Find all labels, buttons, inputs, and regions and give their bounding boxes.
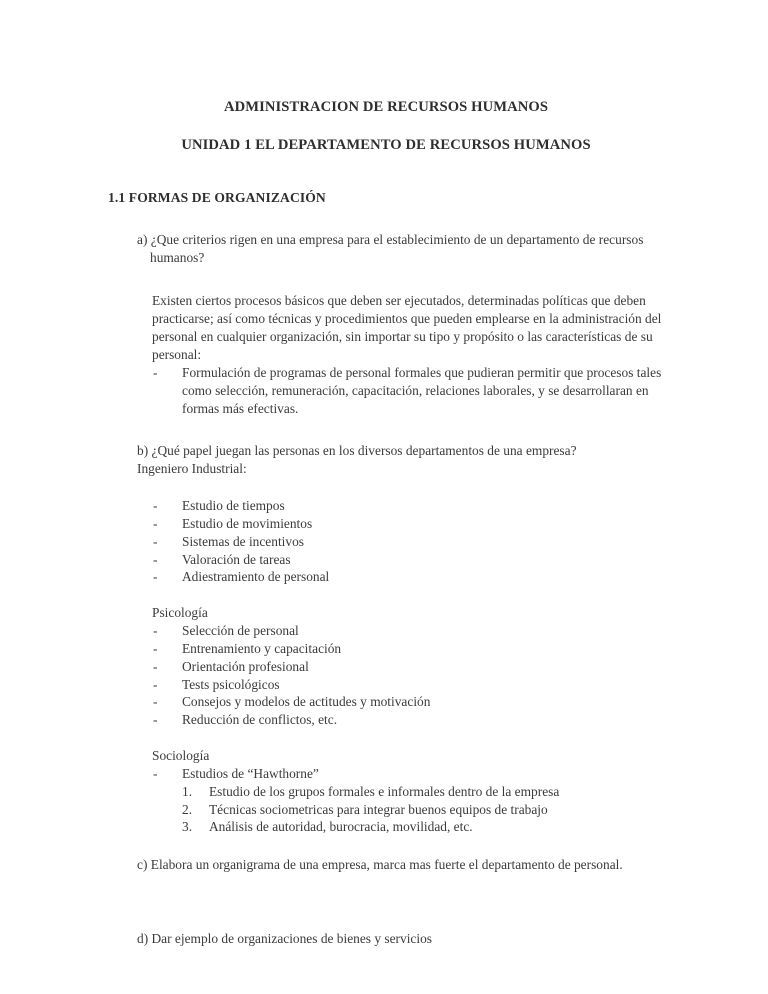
- list-item: [152, 676, 664, 694]
- group-label-sociologia: Sociología: [152, 748, 210, 764]
- list-number: 1.: [182, 783, 193, 799]
- section-heading-1-1: 1.1 FORMAS DE ORGANIZACIÓN: [108, 190, 326, 206]
- list-item: [152, 497, 664, 515]
- dash-bullet-icon: -: [153, 365, 158, 381]
- list-item-text: Consejos y modelos de actitudes y motivación: [182, 694, 431, 710]
- list-item: [152, 533, 664, 551]
- document-content: [108, 96, 664, 947]
- list-item-text: Orientación profesional: [182, 658, 309, 674]
- dash-bullet-icon: -: [153, 712, 158, 728]
- list-number: 2.: [182, 801, 193, 817]
- spacer: [108, 418, 664, 442]
- list-item-text: Valoración de tareas: [182, 551, 291, 567]
- list-item-text: Estudio de los grupos formales e informales dentro de la empresa: [209, 783, 560, 799]
- list-item-text: Adiestramiento de personal: [182, 569, 330, 585]
- question-d-text: Dar ejemplo de organizaciones de bienes y servicios: [151, 930, 432, 946]
- list-item: [182, 783, 664, 801]
- list-item: [152, 551, 664, 569]
- list-item-text: Estudios de “Hawthorne”: [182, 765, 319, 781]
- spacer: [108, 874, 664, 930]
- list-item: [152, 711, 664, 729]
- dash-bullet-icon: -: [153, 515, 158, 531]
- question-b-subtitle: Ingeniero Industrial:: [137, 460, 247, 476]
- list-item-text: Estudio de tiempos: [182, 498, 285, 514]
- list-item-text: Selección de personal: [182, 623, 299, 639]
- dash-bullet-icon: -: [153, 765, 158, 781]
- dash-bullet-icon: -: [153, 640, 158, 656]
- question-item-a: [108, 206, 664, 266]
- list-item-text: Reducción de conflictos, etc.: [182, 712, 338, 728]
- spacer: [108, 729, 664, 747]
- list-item-text: Sistemas de incentivos: [182, 533, 304, 549]
- question-d-label: d): [137, 930, 149, 946]
- list-item: [152, 765, 664, 783]
- list-item: [152, 622, 664, 640]
- list-item: [152, 640, 664, 658]
- list-item-text: Técnicas sociometricas para integrar buenos equipos de trabajo: [209, 801, 548, 817]
- list-item: [152, 658, 664, 676]
- list-item: [182, 801, 664, 819]
- question-b-text: ¿Qué papel juegan las personas en los diversos departamentos de una empresa?: [151, 443, 577, 459]
- spacer: [108, 586, 664, 604]
- numbered-list-hawthorne: [108, 783, 664, 836]
- answer-paragraph-a: Existen ciertos procesos básicos que deben ser ejecutados, determinadas políticas que deben practicarse; así como técnicas y procedimientos que pueden emplearse en la administración del personal en cualquier organización, sin importar su tipo y propósito o las características de su personal:: [152, 293, 662, 363]
- dash-bullet-icon: -: [153, 676, 158, 692]
- list-item: [152, 568, 664, 586]
- list-item: [152, 693, 664, 711]
- group-label-psicologia: Psicología: [152, 605, 208, 621]
- list-number: 3.: [182, 819, 193, 835]
- dash-bullet-icon: -: [153, 498, 158, 514]
- list-item-text: Formulación de programas de personal formales que pudieran permitir que procesos tales como selección, remuneración, capacitación, relaciones laborales, y se desarrollaran en formas más efectivas.: [182, 365, 662, 417]
- dash-bullet-icon: -: [153, 658, 158, 674]
- dash-bullet-icon: -: [153, 551, 158, 567]
- list-item-text: Estudio de movimientos: [182, 515, 313, 531]
- spacer: [108, 477, 664, 497]
- list-item: [182, 818, 664, 836]
- bullet-list-psicologia: [108, 622, 664, 729]
- question-c-text: Elabora un organigrama de una empresa, marca mas fuerte el departamento de personal.: [150, 857, 623, 873]
- bullet-list-ingeniero-industrial: [108, 497, 664, 586]
- question-b-label: b): [137, 443, 149, 459]
- dash-bullet-icon: -: [153, 533, 158, 549]
- list-item-text: Tests psicológicos: [182, 676, 280, 692]
- dash-bullet-icon: -: [153, 569, 158, 585]
- question-item-b: [108, 442, 664, 459]
- bullet-list-a: [108, 364, 664, 418]
- question-item-d: [108, 930, 664, 947]
- document-title: ADMINISTRACION DE RECURSOS HUMANOS: [223, 99, 549, 115]
- list-item-text: Entrenamiento y capacitación: [182, 640, 342, 656]
- document-subtitle: UNIDAD 1 EL DEPARTAMENTO DE RECURSOS HUMANOS: [181, 136, 591, 153]
- list-item: [152, 364, 664, 418]
- dash-bullet-icon: -: [153, 623, 158, 639]
- list-item: [152, 515, 664, 533]
- spacer: [108, 836, 664, 856]
- question-a-text: ¿Que criterios rigen en una empresa para el establecimiento de un departamento de recursos humanos?: [150, 232, 644, 265]
- question-item-c: [108, 856, 664, 873]
- bullet-list-sociologia: [108, 765, 664, 783]
- question-a-label: a): [137, 232, 148, 248]
- dash-bullet-icon: -: [153, 694, 158, 710]
- list-item-text: Análisis de autoridad, burocracia, movilidad, etc.: [209, 819, 473, 835]
- question-c-label: c): [137, 857, 148, 873]
